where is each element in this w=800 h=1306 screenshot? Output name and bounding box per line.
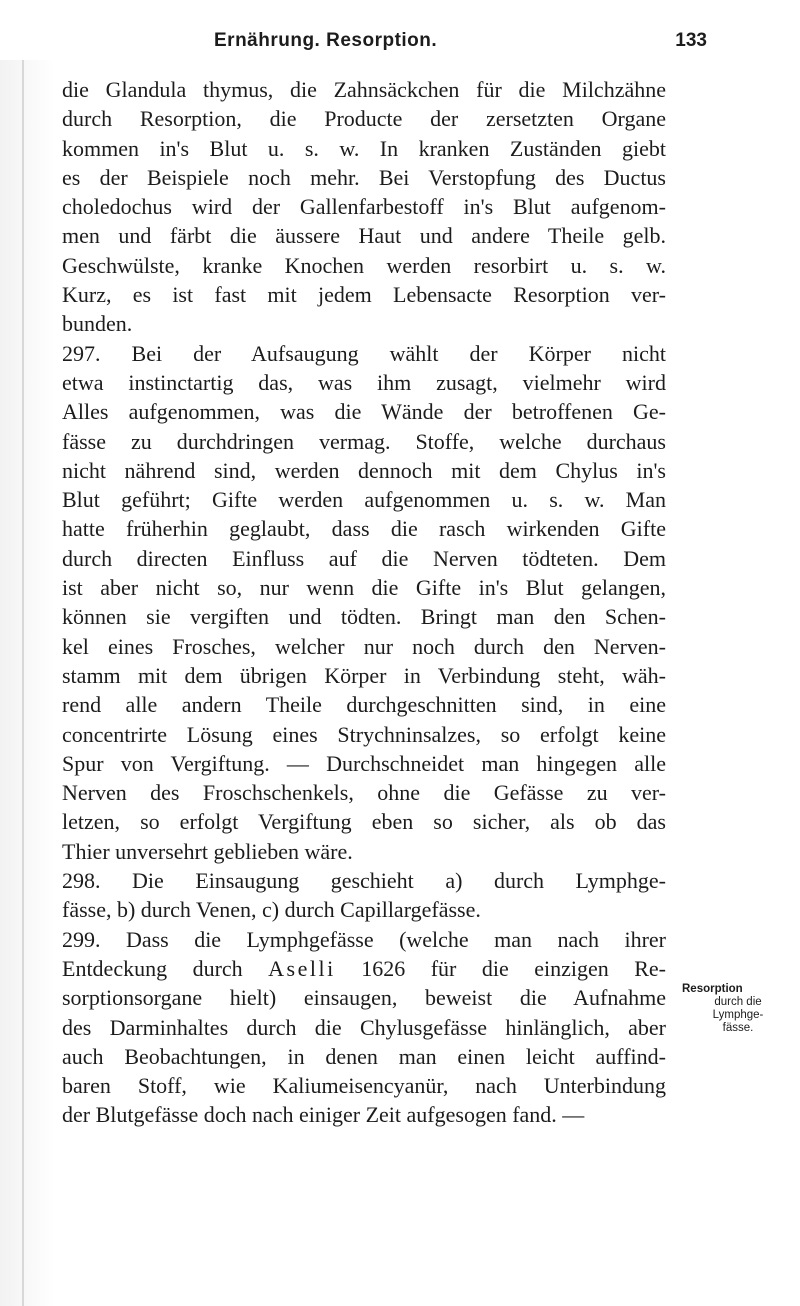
text-line: stamm mit dem übrigen Körper in Verbindung steht, wäh- xyxy=(62,662,666,688)
text-line: 297. Bei der Aufsaugung wählt der Körper nicht xyxy=(62,340,666,366)
text-line: der Blutgefässe doch nach einiger Zeit aufgesogen fand. — xyxy=(62,1102,585,1128)
text-line: etwa instinctartig das, was ihm zusagt, vielmehr wird xyxy=(62,369,666,395)
text-line: 299. Dass die Lymphgefässe (welche man nach ihrer xyxy=(62,926,666,952)
text-line: choledochus wird der Gallenfarbestoff in's Blut aufgenom- xyxy=(62,194,666,220)
scan-gutter-shadow xyxy=(0,60,60,1306)
spaced-name: Aselli xyxy=(268,955,336,981)
text-line: auch Beobachtungen, in denen man einen leicht auffind- xyxy=(62,1043,666,1069)
text-line: es der Beispiele noch mehr. Bei Verstopfung des Ductus xyxy=(62,164,666,190)
margin-note xyxy=(682,983,794,1035)
text-line: fässe zu durchdringen vermag. Stoffe, welche durchaus xyxy=(62,428,666,454)
text-line: concentrirte Lösung eines Strychninsalzes, so erfolgt keine xyxy=(62,721,666,747)
text-line: Alles aufgenommen, was die Wände der betroffenen Ge- xyxy=(62,399,666,425)
text-line: Thier unversehrt geblieben wäre. xyxy=(62,838,353,864)
text-line: Geschwülste, kranke Knochen werden resorbirt u. s. w. xyxy=(62,252,666,278)
margin-note-line: durch die xyxy=(714,996,762,1008)
text-line: des Darminhaltes durch die Chylusgefässe hinlänglich, aber xyxy=(62,1014,666,1040)
body-text xyxy=(62,75,666,1130)
text-line: die Glandula thymus, die Zahnsäckchen für die Milchzähne xyxy=(62,77,666,102)
text-line: rend alle andern Theile durchgeschnitten sind, in eine xyxy=(62,692,666,718)
text-line: fässe, b) durch Venen, c) durch Capillargefässe. xyxy=(62,897,481,923)
text-line: sorptionsorgane hielt) einsaugen, beweist die Aufnahme xyxy=(62,985,666,1011)
text-line xyxy=(62,954,666,983)
text-line: kommen in's Blut u. s. w. In kranken Zuständen giebt xyxy=(62,135,666,161)
margin-note-line: Lymphge- xyxy=(712,1009,764,1021)
text-line: baren Stoff, wie Kaliumeisencyanür, nach Unterbindung xyxy=(62,1073,666,1099)
text-fragment: Entdeckung durch xyxy=(62,955,269,981)
page-header xyxy=(0,30,800,64)
text-line: nicht nährend sind, werden dennoch mit dem Chylus in's xyxy=(62,457,666,483)
text-line: Nerven des Froschschenkels, ohne die Gefässe zu ver- xyxy=(62,780,666,806)
page-number: 133 xyxy=(675,30,707,51)
margin-note-line: Resorption xyxy=(682,983,743,995)
text-line: Kurz, es ist fast mit jedem Lebensacte Resorption ver- xyxy=(62,282,666,308)
text-line: 298. Die Einsaugung geschieht a) durch Lymphge- xyxy=(62,868,666,894)
text-line: kel eines Frosches, welcher nur noch durch den Nerven- xyxy=(62,633,666,659)
text-line: durch Resorption, die Producte der zersetzten Organe xyxy=(62,106,666,132)
text-line: letzen, so erfolgt Vergiftung eben so sicher, als ob das xyxy=(62,809,666,835)
text-line: men und färbt die äussere Haut und andere Theile gelb. xyxy=(62,223,666,249)
text-line: bunden. xyxy=(62,311,133,337)
scan-gutter-line xyxy=(22,60,24,1306)
text-line: ist aber nicht so, nur wenn die Gifte in's Blut gelangen, xyxy=(62,575,666,601)
margin-note-line: fässe. xyxy=(722,1022,754,1034)
text-fragment: 1626 für die einzigen Re- xyxy=(335,955,667,981)
text-line: können sie vergiften und tödten. Bringt man den Schen- xyxy=(62,604,666,630)
running-head: Ernährung. Resorption. xyxy=(214,30,438,51)
text-line: hatte früherhin geglaubt, dass die rasch wirkenden Gifte xyxy=(62,516,666,542)
text-line: durch directen Einfluss auf die Nerven tödteten. Dem xyxy=(62,545,666,571)
text-line: Blut geführt; Gifte werden aufgenommen u. s. w. Man xyxy=(62,487,666,513)
text-line: Spur von Vergiftung. — Durchschneidet man hingegen alle xyxy=(62,750,666,776)
